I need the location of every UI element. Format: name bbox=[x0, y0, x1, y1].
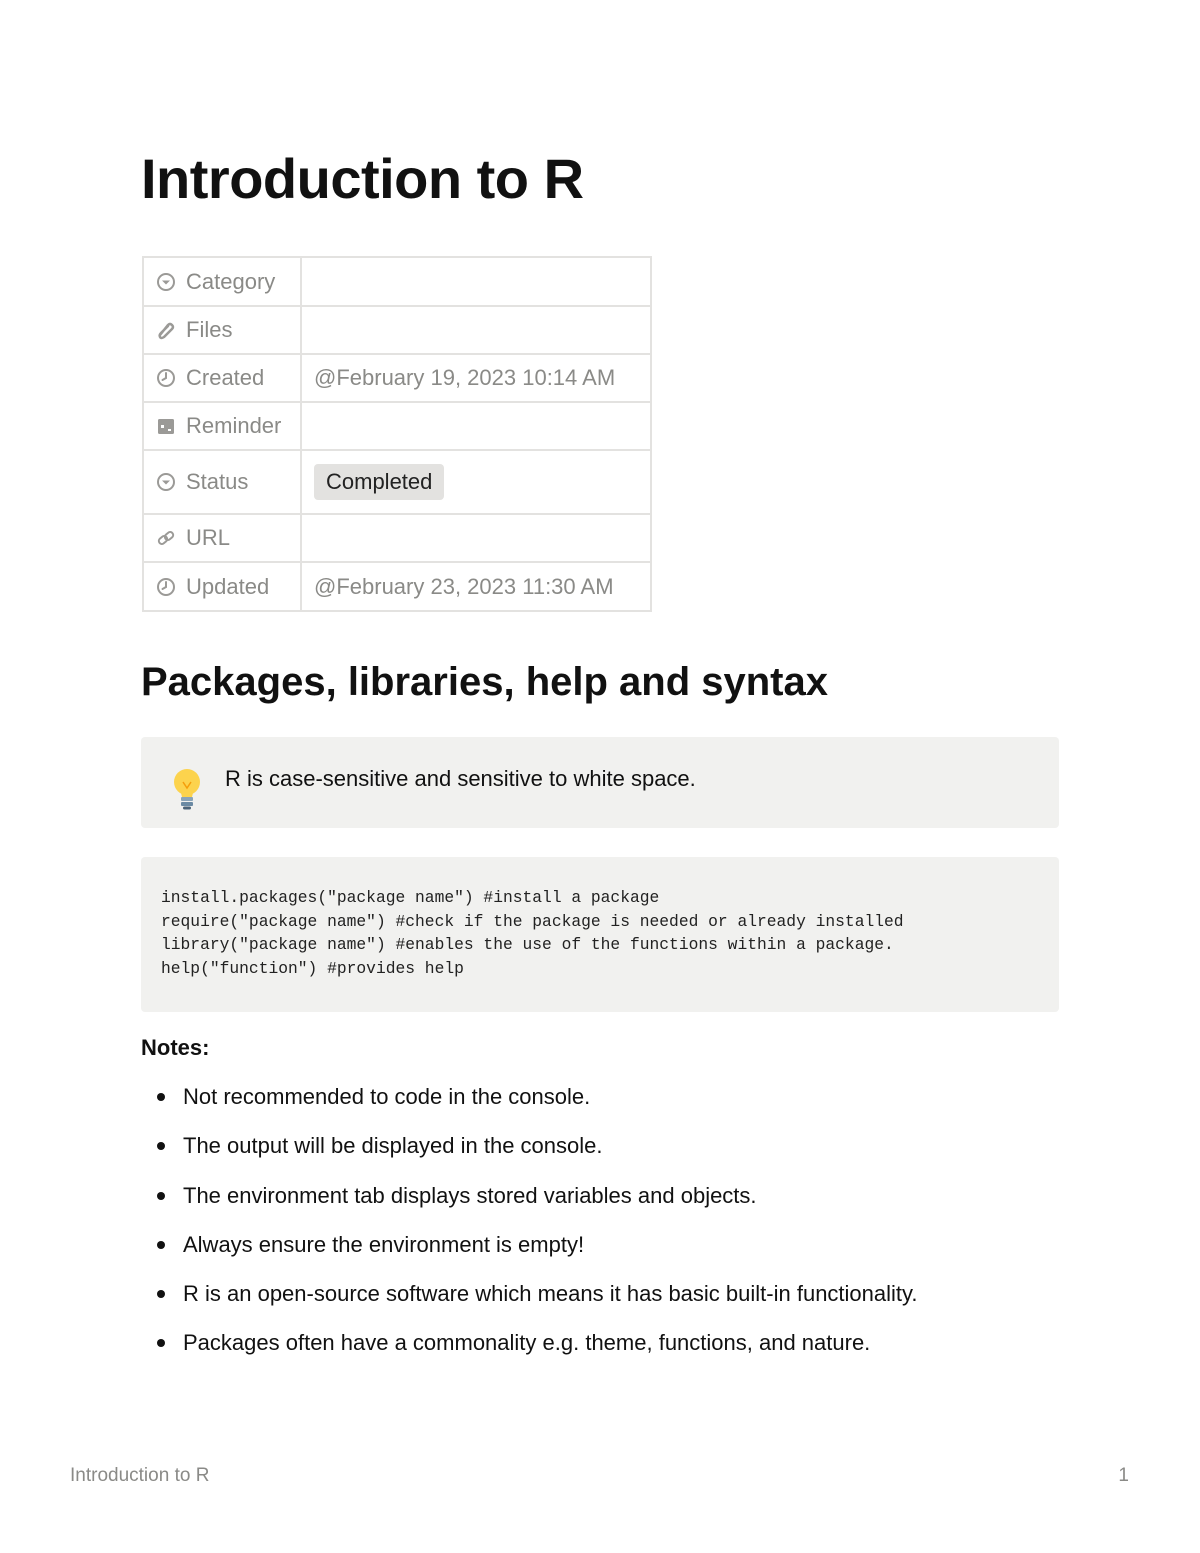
list-item-text: Always ensure the environment is empty! bbox=[183, 1231, 585, 1257]
list-item bbox=[141, 1132, 918, 1181]
property-value-updated[interactable]: @February 23, 2023 11:30 AM bbox=[301, 562, 651, 611]
property-row-created[interactable] bbox=[143, 354, 651, 402]
calendar-icon bbox=[156, 416, 176, 436]
property-value-category[interactable] bbox=[301, 257, 651, 306]
callout-block bbox=[141, 737, 1059, 828]
code-content[interactable]: install.packages("package name") #install a package require("package name") #check if the package is needed or already installed library("package name") #enables the use of the functions within a package. help("function") #provides help bbox=[161, 888, 904, 979]
property-row-url[interactable] bbox=[143, 514, 651, 562]
bullet-icon bbox=[157, 1192, 165, 1200]
clock-icon bbox=[156, 368, 176, 388]
property-row-updated[interactable] bbox=[143, 562, 651, 611]
list-item bbox=[141, 1329, 918, 1378]
bullet-icon bbox=[157, 1142, 165, 1150]
list-item-text: Packages often have a commonality e.g. theme, functions, and nature. bbox=[183, 1330, 871, 1356]
bullet-icon bbox=[157, 1290, 165, 1298]
bullet-icon bbox=[157, 1339, 165, 1347]
list-item bbox=[141, 1280, 918, 1329]
property-label-status: Status bbox=[186, 469, 249, 494]
status-badge[interactable]: Completed bbox=[314, 464, 444, 500]
property-key bbox=[143, 402, 301, 450]
property-row-files[interactable] bbox=[143, 306, 651, 354]
select-icon bbox=[156, 472, 176, 492]
list-item-text: The output will be displayed in the console. bbox=[183, 1133, 603, 1159]
property-row-status[interactable] bbox=[143, 450, 651, 514]
property-key bbox=[143, 514, 301, 562]
property-value-files[interactable] bbox=[301, 306, 651, 354]
list-item bbox=[141, 1182, 918, 1231]
property-label-reminder: Reminder bbox=[186, 413, 282, 438]
property-label-updated: Updated bbox=[186, 573, 270, 599]
footer-title: Introduction to R bbox=[70, 1465, 210, 1486]
list-item bbox=[141, 1231, 918, 1280]
property-key bbox=[143, 562, 301, 611]
select-icon bbox=[156, 272, 176, 292]
code-block[interactable] bbox=[141, 857, 1059, 1012]
list-item-text: R is an open-source software which means it has basic built-in functionality. bbox=[183, 1281, 918, 1307]
property-key bbox=[143, 450, 301, 514]
bullet-icon bbox=[157, 1241, 165, 1249]
property-label-files: Files bbox=[186, 317, 233, 342]
page-title: Introduction to R bbox=[141, 147, 584, 210]
property-key bbox=[143, 354, 301, 402]
notes-label: Notes: bbox=[141, 1035, 210, 1060]
notes-list bbox=[141, 1083, 918, 1379]
callout-text: R is case-sensitive and sensitive to white space. bbox=[225, 766, 696, 791]
property-value-status[interactable] bbox=[301, 450, 651, 514]
properties-table bbox=[142, 256, 652, 612]
property-label-url: URL bbox=[186, 525, 231, 550]
property-value-url[interactable] bbox=[301, 514, 651, 562]
list-item bbox=[141, 1083, 918, 1132]
list-item-text: The environment tab displays stored variables and objects. bbox=[183, 1182, 757, 1208]
property-label-category: Category bbox=[186, 268, 276, 294]
property-label-created: Created bbox=[186, 365, 265, 390]
link-icon bbox=[156, 528, 176, 548]
property-value-reminder[interactable] bbox=[301, 402, 651, 450]
bullet-icon bbox=[157, 1093, 165, 1101]
property-row-reminder[interactable] bbox=[143, 402, 651, 450]
property-key bbox=[143, 306, 301, 354]
section-heading: Packages, libraries, help and syntax bbox=[141, 660, 828, 704]
clock-icon bbox=[156, 577, 176, 597]
property-row-category[interactable] bbox=[143, 257, 651, 306]
property-key bbox=[143, 257, 301, 306]
property-value-created[interactable]: @February 19, 2023 10:14 AM bbox=[301, 354, 651, 402]
lightbulb-icon bbox=[169, 767, 205, 811]
page-number: 1 bbox=[1118, 1465, 1129, 1486]
paperclip-icon bbox=[156, 320, 176, 340]
list-item-text: Not recommended to code in the console. bbox=[183, 1084, 591, 1109]
